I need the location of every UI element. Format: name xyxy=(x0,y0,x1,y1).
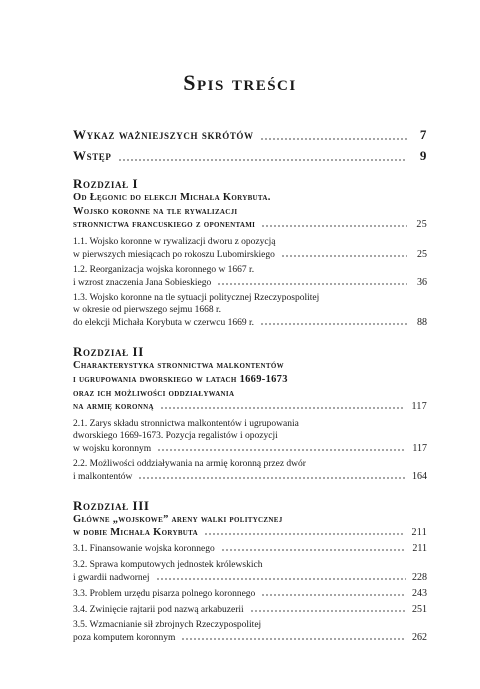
chapter-title-line: Główne „wojskowe” areny walki politycznej xyxy=(73,514,283,525)
section-title-line: 3.2. Sprawa komputowych jednostek królewskich xyxy=(73,560,263,570)
entry-page: 36 xyxy=(417,277,427,288)
leader-dots xyxy=(204,533,406,535)
entry-page: 88 xyxy=(417,317,427,328)
chapter-heading: Rozdział II xyxy=(73,344,144,359)
entry-page: 117 xyxy=(411,401,427,412)
chapter-heading: Rozdział I xyxy=(73,176,139,191)
leader-dots xyxy=(250,610,406,612)
section-title-line: 1.2. Reorganizacja wojska koronnego w 1667 r. xyxy=(73,265,255,275)
leader-dots xyxy=(181,638,406,640)
toc-entry-chapter[interactable] xyxy=(73,219,427,230)
leader-dots xyxy=(138,477,406,479)
entry-label: stronnictwa francuskiego z oponentami xyxy=(73,219,256,230)
entry-label: w wojsku koronnym xyxy=(73,444,152,454)
toc-entry-section[interactable] xyxy=(73,588,427,599)
leader-dots xyxy=(221,549,407,551)
entry-label: na armię koronną xyxy=(73,401,154,412)
toc-entry-section[interactable] xyxy=(73,543,427,554)
leader-dots xyxy=(261,225,407,227)
entry-page: 164 xyxy=(412,471,427,482)
leader-dots xyxy=(217,283,407,285)
entry-label: Wstęp xyxy=(73,148,112,163)
entry-page: 211 xyxy=(412,543,427,554)
leader-dots xyxy=(261,594,406,596)
chapter-heading: Rozdział III xyxy=(73,498,150,513)
leader-dots xyxy=(160,407,406,409)
section-title-line: 3.5. Wzmacnianie sił zbrojnych Rzeczypospolitej xyxy=(73,620,262,630)
entry-page: 243 xyxy=(412,588,427,599)
leader-dots xyxy=(281,255,407,257)
leader-dots xyxy=(260,323,407,325)
entry-label: Wykaz ważniejszych skrótów xyxy=(73,127,254,142)
entry-page: 211 xyxy=(411,527,427,538)
toc-entry-section[interactable] xyxy=(73,277,427,288)
entry-page: 7 xyxy=(419,127,427,142)
entry-page: 228 xyxy=(412,572,427,583)
toc-entry-section[interactable] xyxy=(73,471,427,482)
chapter-title-line: Wojsko koronne na tle rywalizacji xyxy=(73,206,238,217)
entry-page: 9 xyxy=(419,148,427,163)
entry-label: w pierwszych miesiącach po rokoszu Lubomirskiego xyxy=(73,250,275,260)
toc-entry-section[interactable] xyxy=(73,632,427,643)
toc-entry-section[interactable] xyxy=(73,443,427,454)
entry-page: 25 xyxy=(417,249,427,260)
section-title-line: 1.1. Wojsko koronne w rywalizacji dworu z opozycją xyxy=(73,237,276,247)
toc-entry-chapter[interactable] xyxy=(73,401,427,412)
toc-entry-section[interactable] xyxy=(73,572,427,583)
section-title-line: w okresie od pierwszego sejmu 1668 r. xyxy=(73,305,222,315)
leader-dots xyxy=(260,138,407,140)
toc-entry-chapter[interactable] xyxy=(73,527,427,538)
chapter-title-line: i ugrupowania dworskiego w latach 1669-1673 xyxy=(73,374,288,385)
entry-label: i wzrost znaczenia Jana Sobieskiego xyxy=(73,278,212,288)
toc-entry-abbreviations[interactable] xyxy=(73,127,427,143)
entry-label: i malkontentów xyxy=(73,472,133,482)
entry-page: 25 xyxy=(416,219,427,230)
toc-entry-section[interactable] xyxy=(73,249,427,260)
chapter-title-line: Od Łęgonic do elekcji Michała Korybuta. xyxy=(73,192,271,203)
entry-page: 117 xyxy=(412,443,427,454)
entry-label: poza komputem koronnym xyxy=(73,633,176,643)
leader-dots xyxy=(118,159,407,161)
entry-label: i gwardii nadwornej xyxy=(73,573,150,583)
leader-dots xyxy=(157,449,406,451)
chapter-title-line: oraz ich możliwości oddziaływania xyxy=(73,388,235,399)
entry-label: w dobie Michała Korybuta xyxy=(73,527,198,538)
section-title-line: dworskiego 1669-1673. Pozycja regalistów i opozycji xyxy=(73,431,278,441)
toc-entry-section[interactable] xyxy=(73,604,427,615)
leader-dots xyxy=(156,578,406,580)
entry-label: 3.1. Finansowanie wojska koronnego xyxy=(73,544,215,554)
entry-page: 262 xyxy=(412,632,427,643)
section-title-line: 2.1. Zarys składu stronnictwa malkontentów i ugrupowania xyxy=(73,419,299,429)
chapter-title-line: Charakterystyka stronnictwa malkontentów xyxy=(73,360,284,371)
toc-entry-section[interactable] xyxy=(73,317,427,328)
entry-label: 3.3. Problem urzędu pisarza polnego koronnego xyxy=(73,589,256,599)
entry-page: 251 xyxy=(412,604,427,615)
toc-entry-introduction[interactable] xyxy=(73,148,427,164)
entry-label: do elekcji Michała Korybuta w czerwcu 1669 r. xyxy=(73,318,254,328)
page-title: Spis treści xyxy=(183,70,297,95)
section-title-line: 2.2. Możliwości oddziaływania na armię koronną przez dwór xyxy=(73,459,306,469)
section-title-line: 1.3. Wojsko koronne na tle sytuacji politycznej Rzeczypospolitej xyxy=(73,293,320,303)
entry-label: 3.4. Zwinięcie rajtarii pod nazwą arkabuzerii xyxy=(73,605,244,615)
